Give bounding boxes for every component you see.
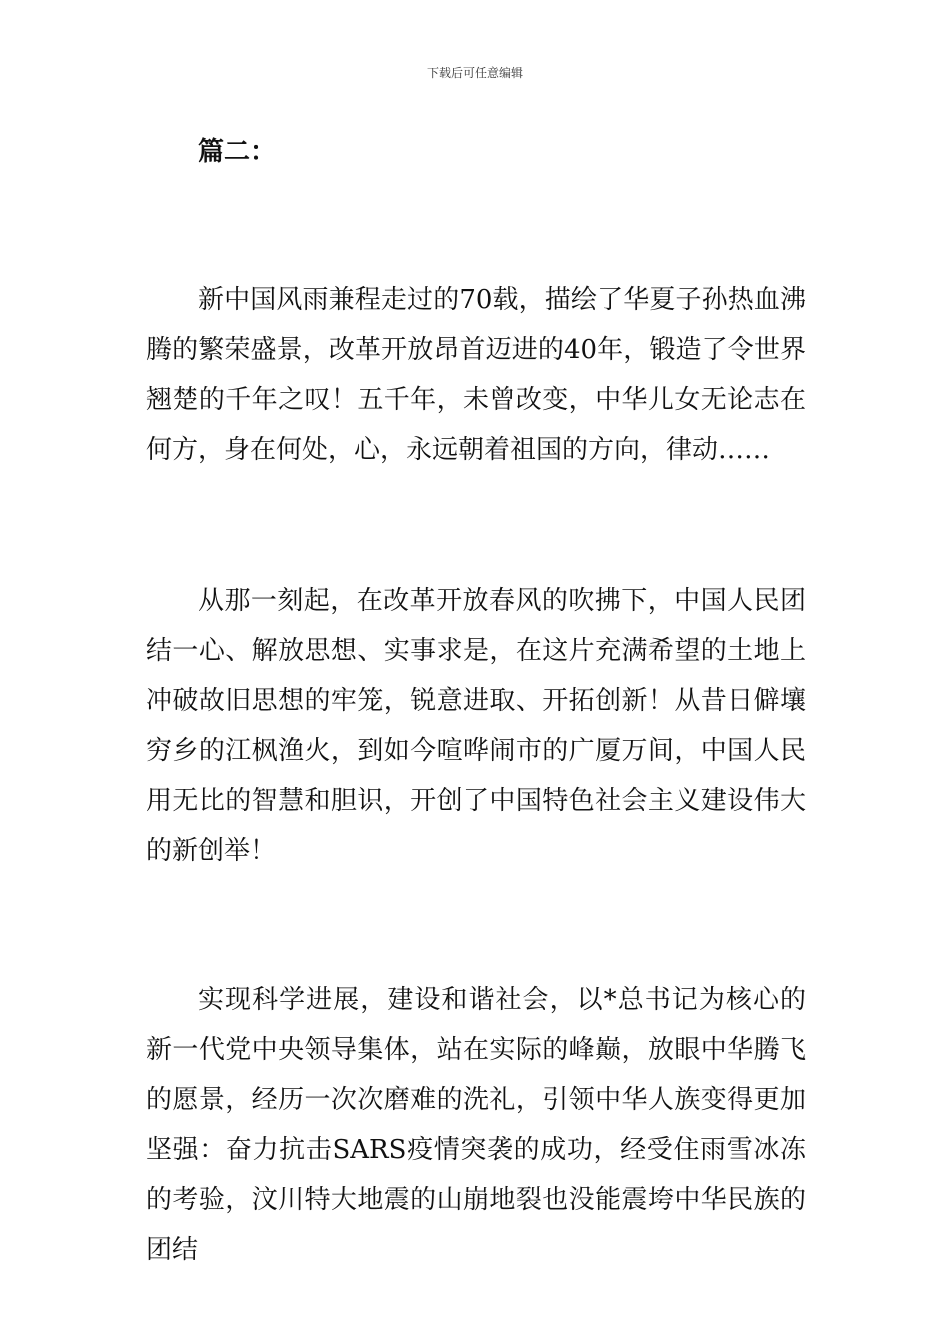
section-title: 篇二： [198,137,277,167]
paragraph-1: 新中国风雨兼程走过的70载，描绘了华夏子孙热血沸腾的繁荣盛景，改革开放昂首迈进的40年，锻造了令世界翘楚的千年之叹！五千年，未曾改变，中华儿女无论志在何方，身在何处，心，永远朝着祖国的方向，律动…… [146,285,806,465]
paragraph-2: 从那一刻起，在改革开放春风的吹拂下，中国人民团结一心、解放思想、实事求是，在这片充满希望的土地上冲破故旧思想的牢笼，锐意进取、开拓创新！从昔日僻壤穷乡的江枫渔火，到如今喧哗闹市的广厦万间，中国人民用无比的智慧和胆识，开创了中国特色社会主义建设伟大的新创举！ [146,586,806,866]
paragraph-3: 实现科学进展，建设和谐社会，以*总书记为核心的新一代党中央领导集体，站在实际的峰巅，放眼中华腾飞的愿景，经历一次次磨难的洗礼，引领中华人族变得更加坚强：奋力抗击SARS疫情突袭的成功，经受住雨雪冰冻的考验，汶川特大地震的山崩地裂也没能震垮中华民族的团结 [146,985,806,1265]
page-header-note: 下载后可任意编辑 [426,66,523,80]
